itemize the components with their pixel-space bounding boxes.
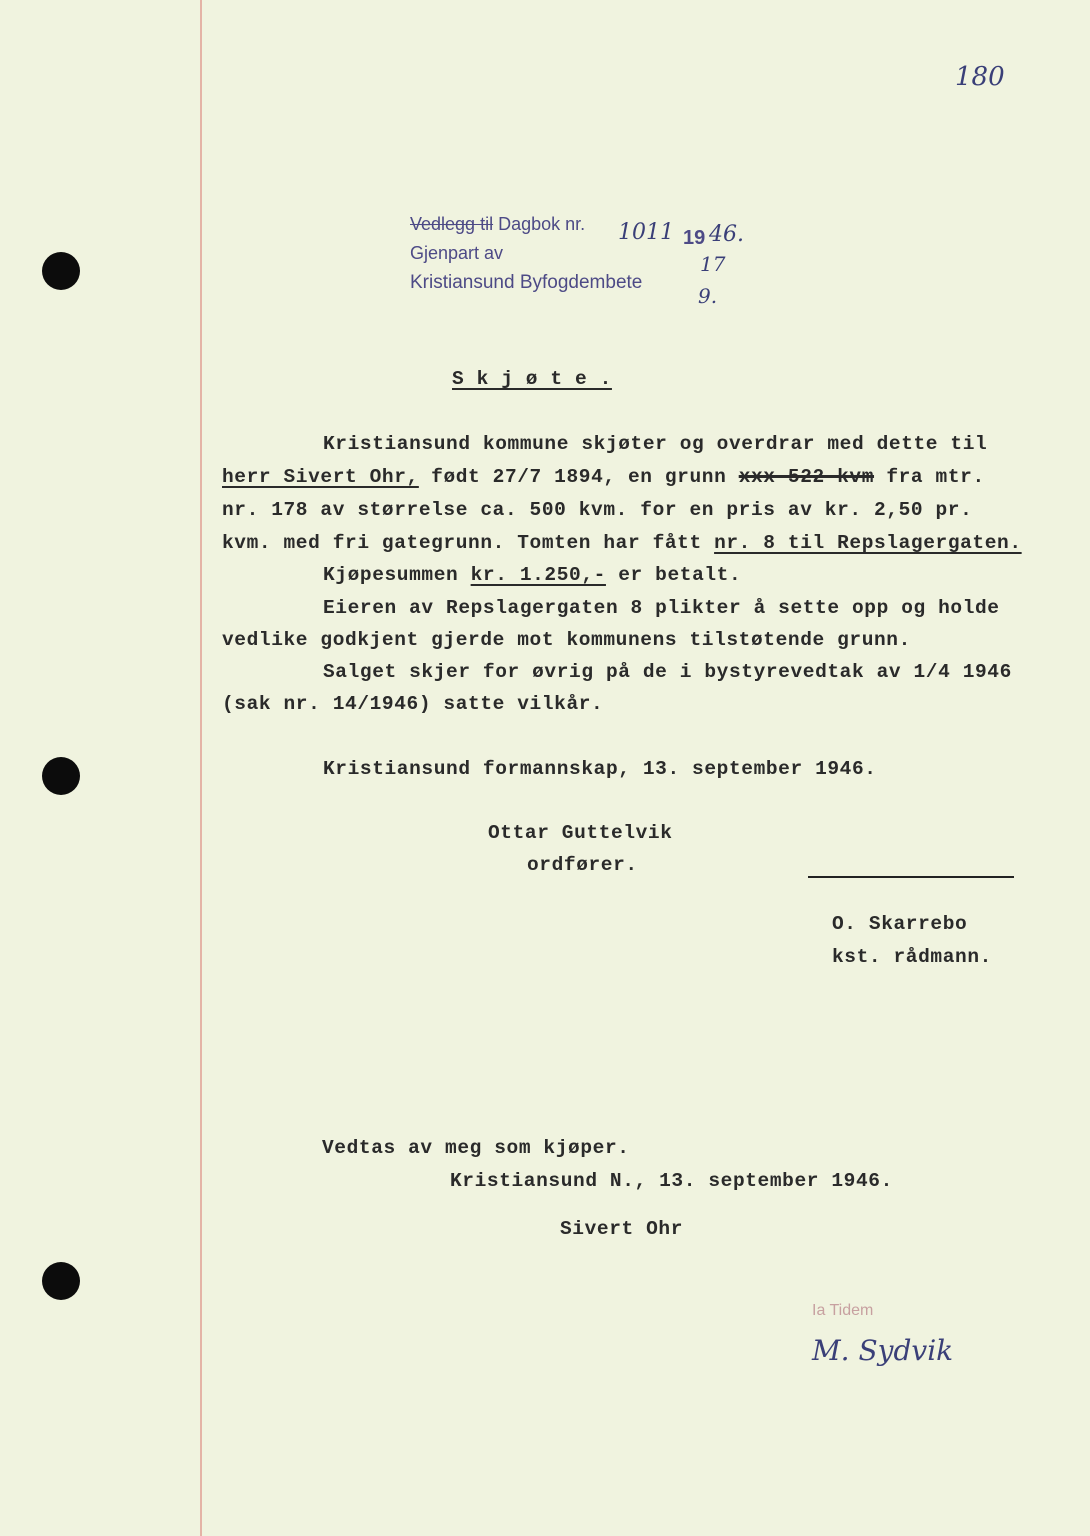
stamp-dagbok-label: Dagbok nr. bbox=[498, 214, 586, 234]
body-line: (sak nr. 14/1946) satte vilkår. bbox=[222, 693, 604, 715]
price-reference: kr. 1.250,- bbox=[470, 564, 606, 586]
faint-stamp: Ia Tidem bbox=[812, 1302, 874, 1319]
body-line: Eieren av Repslagergaten 8 plikter å sette opp og holde bbox=[323, 597, 1000, 619]
margin-rule bbox=[200, 0, 202, 1536]
body-text: født 27/7 1894, en grunn bbox=[418, 466, 739, 488]
body-text: Kjøpesummen bbox=[323, 564, 471, 586]
body-line: Salget skjer for øvrig på de i bystyrevedtak av 1/4 1946 bbox=[323, 661, 1012, 683]
stamp-year-prefix: 19 bbox=[683, 227, 706, 249]
acceptance-place-date: Kristiansund N., 13. september 1946. bbox=[450, 1170, 893, 1192]
body-line: vedlike godkjent gjerde mot kommunens tilstøtende grunn. bbox=[222, 629, 911, 651]
punch-hole-middle bbox=[42, 757, 80, 795]
signature-line bbox=[808, 876, 1014, 878]
stamp-line-2: Gjenpart av bbox=[410, 243, 504, 263]
address-reference: nr. 8 til Repslagergaten. bbox=[714, 532, 1022, 554]
stamp-line-1 bbox=[410, 214, 585, 235]
body-line: Kristiansund kommune skjøter og overdrar med dette til bbox=[323, 433, 988, 455]
body-text: kvm. med fri gategrunn. Tomten har fått bbox=[222, 532, 715, 554]
buyer-reference: herr Sivert Ohr, bbox=[222, 466, 419, 488]
handwritten-signature: M. Sydvik bbox=[812, 1334, 954, 1367]
stamp-date-month: 9. bbox=[698, 284, 718, 308]
acceptance-line: Vedtas av meg som kjøper. bbox=[322, 1137, 630, 1159]
punch-hole-bottom bbox=[42, 1262, 80, 1300]
document-title: S k j ø t e . bbox=[452, 368, 612, 390]
stamp-date-day: 17 bbox=[700, 252, 726, 276]
body-text: er betalt. bbox=[605, 564, 742, 586]
struck-text: xxx 522 kvm bbox=[738, 466, 875, 488]
place-and-date: Kristiansund formannskap, 13. september 1946. bbox=[323, 758, 877, 780]
body-line bbox=[323, 564, 741, 586]
body-text: fra mtr. bbox=[874, 466, 985, 488]
punch-hole-top bbox=[42, 252, 80, 290]
buyer-name: Sivert Ohr bbox=[560, 1218, 684, 1240]
stamp-dagbok-number: 1011 bbox=[618, 220, 674, 245]
signer-title: kst. rådmann. bbox=[832, 946, 992, 968]
page-number: 180 bbox=[955, 62, 1005, 92]
body-line: nr. 178 av størrelse ca. 500 kvm. for en pris av kr. 2,50 pr. bbox=[222, 499, 973, 521]
signer-name: O. Skarrebo bbox=[832, 913, 968, 935]
body-line bbox=[222, 532, 1022, 554]
stamp-struck-text: Vedlegg til bbox=[410, 214, 494, 234]
body-line bbox=[222, 466, 985, 488]
signer-name: Ottar Guttelvik bbox=[488, 822, 673, 844]
stamp-year-suffix: 46. bbox=[709, 222, 744, 247]
stamp-line-3: Kristiansund Byfogdembete bbox=[410, 272, 643, 293]
signer-title: ordfører. bbox=[527, 854, 638, 876]
